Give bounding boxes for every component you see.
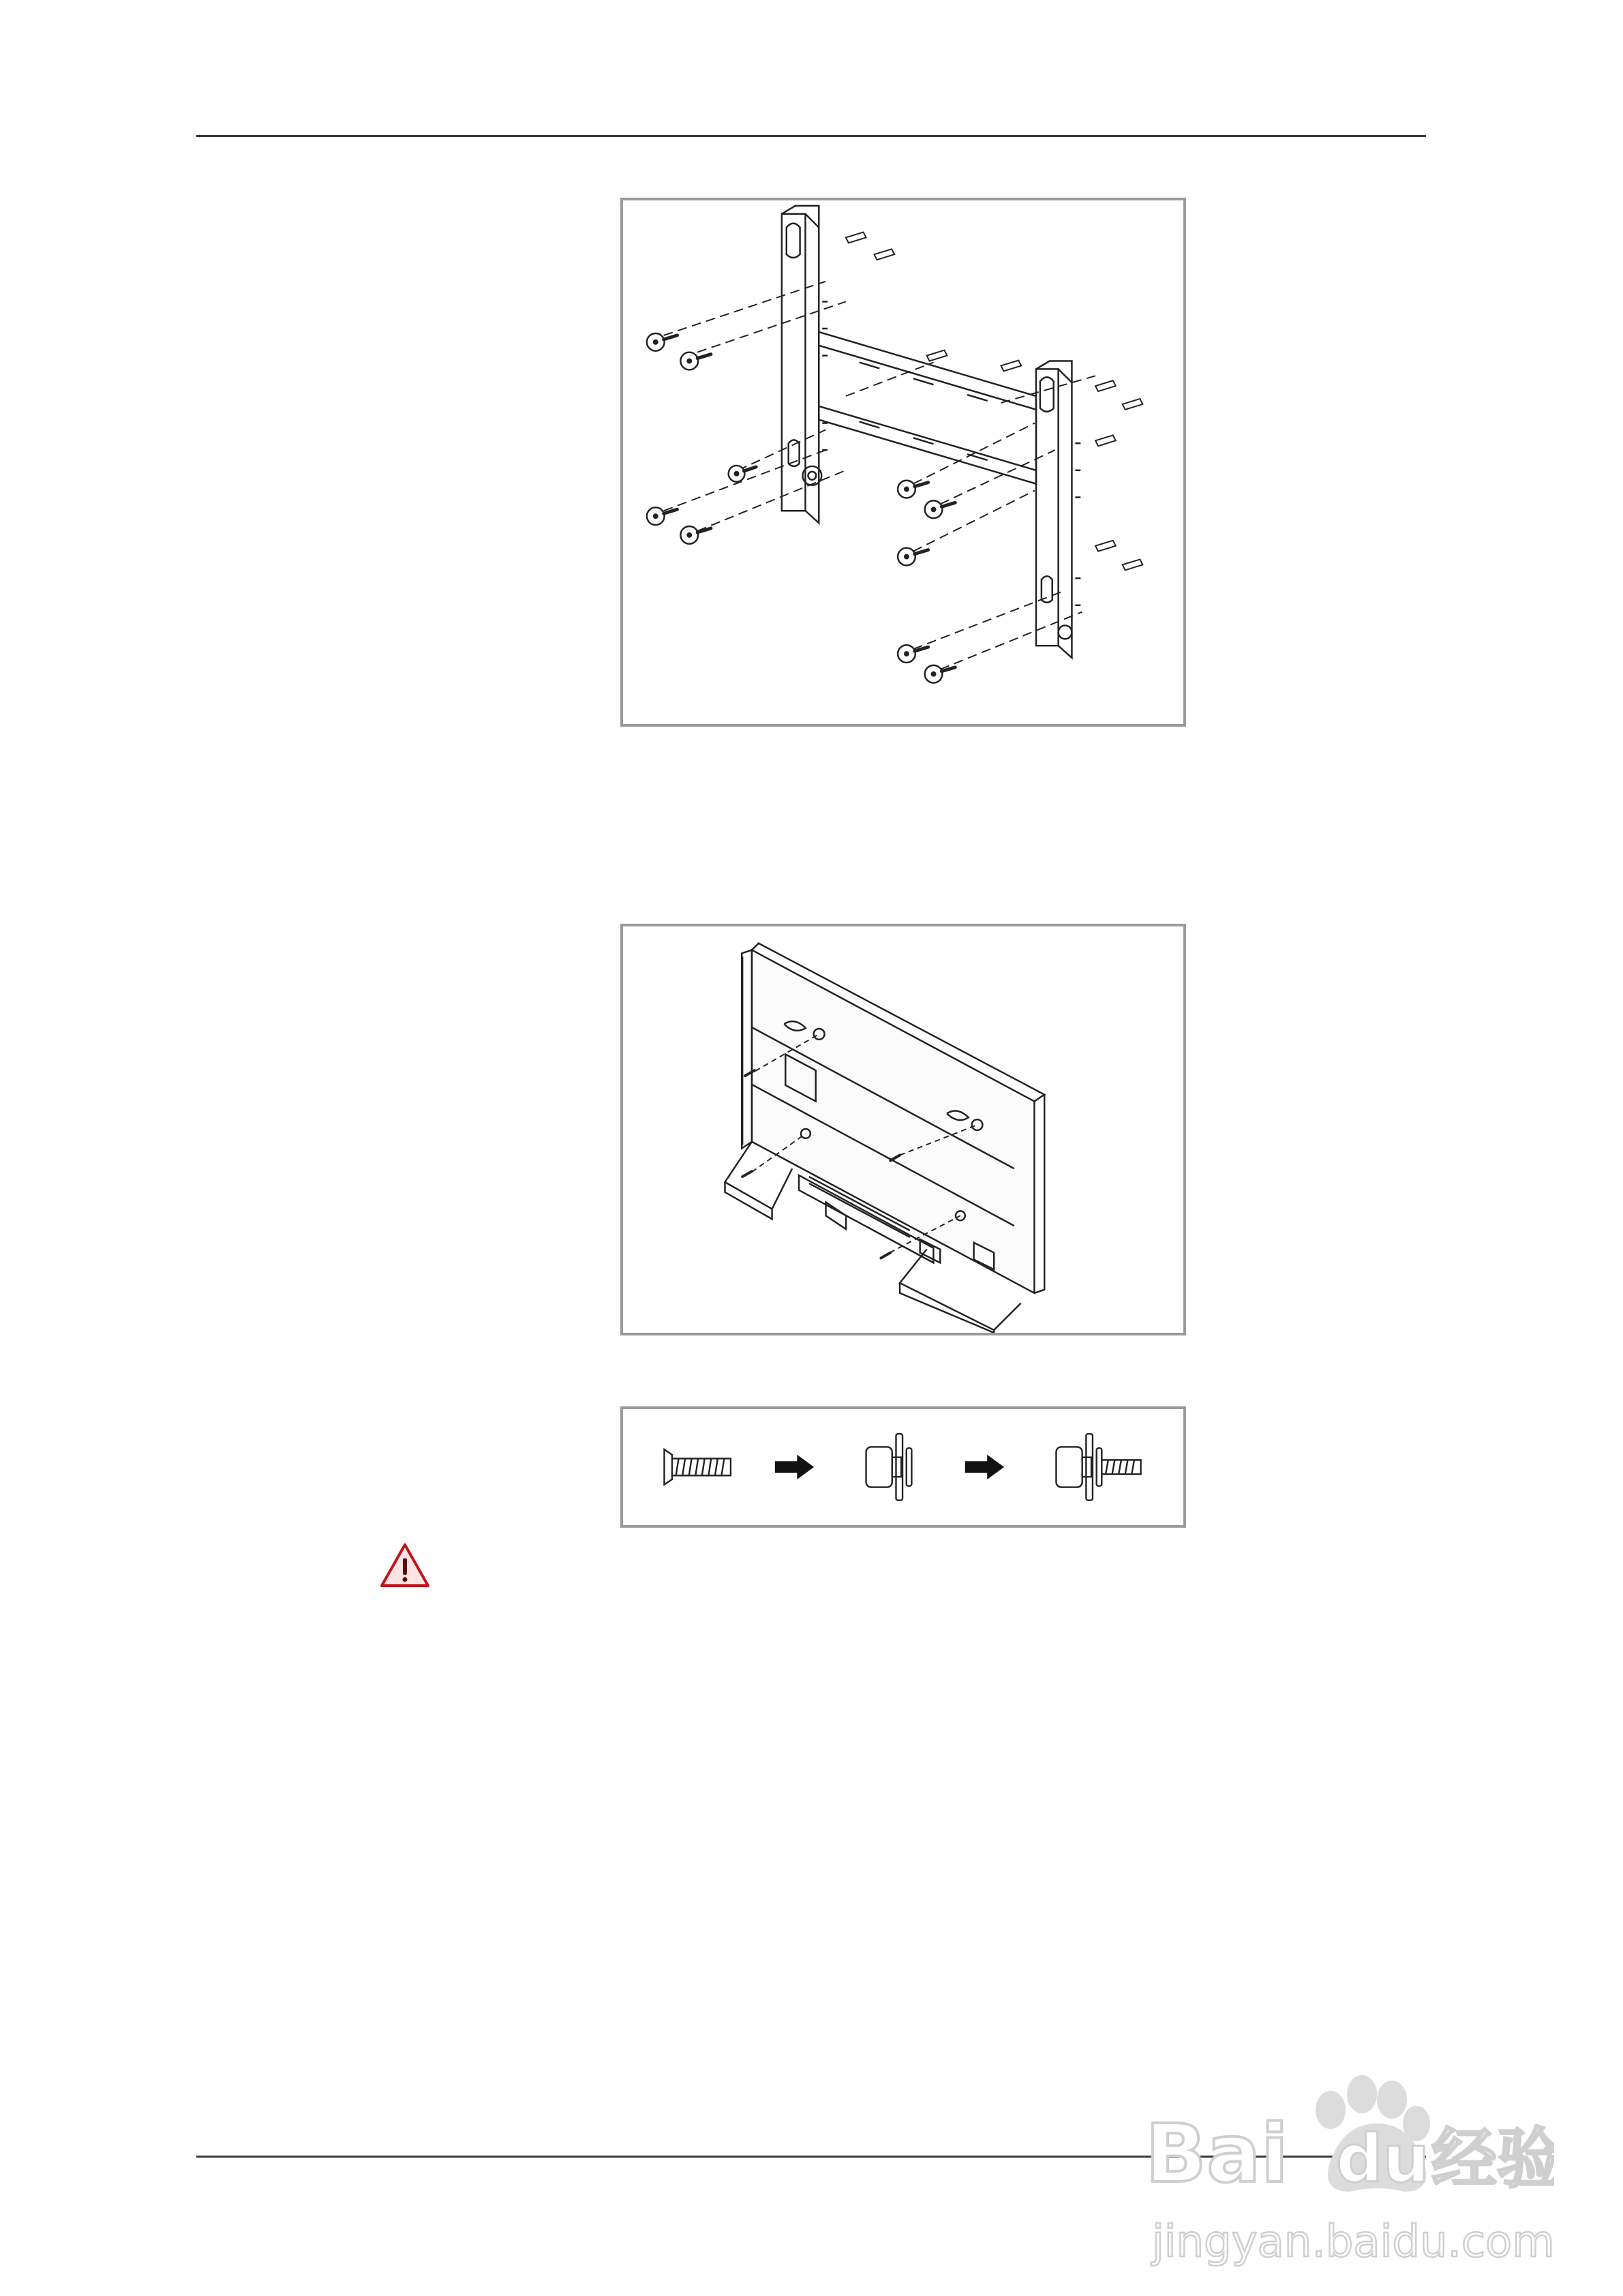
baidu-watermark	[1145, 2045, 1554, 2277]
screw-sequence-illustration	[623, 1409, 1183, 1525]
warning-triangle-icon	[379, 1542, 431, 1588]
screw-step-2	[866, 1434, 912, 1500]
screw-assembly-sequence-figure	[620, 1406, 1186, 1528]
watermark-brand-cjk: 经验	[1431, 2121, 1554, 2197]
header-rule	[196, 135, 1426, 137]
watermark-brand-du: du	[1336, 2121, 1430, 2197]
watermark-brand-latin: Bai	[1145, 2106, 1289, 2201]
tv-rear-illustration	[623, 926, 1183, 1333]
screw-step-1	[664, 1449, 730, 1485]
tv-rear-screws-figure	[620, 924, 1186, 1335]
wall-mount-bracket-illustration	[623, 200, 1183, 724]
arrow-right-icon	[775, 1455, 814, 1479]
wall-mount-bracket-figure	[620, 198, 1186, 727]
arrow-right-icon	[965, 1455, 1004, 1479]
watermark-url: jingyan.baidu.com	[1152, 2217, 1554, 2267]
screw-step-3	[1056, 1434, 1140, 1500]
